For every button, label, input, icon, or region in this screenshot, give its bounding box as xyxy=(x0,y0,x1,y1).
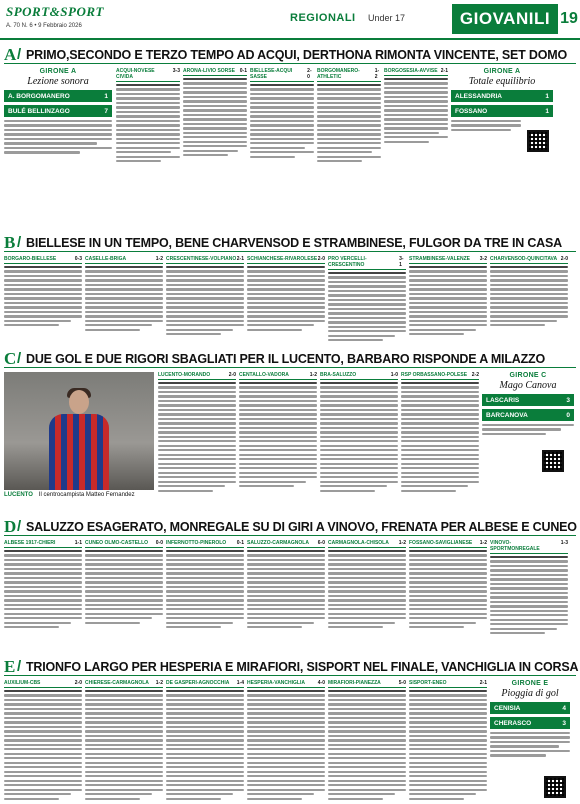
match-header xyxy=(166,540,244,548)
masthead xyxy=(0,0,580,40)
match-column xyxy=(247,540,325,637)
girone-box xyxy=(490,680,570,802)
match-score: 0-1 xyxy=(239,68,247,74)
match-column xyxy=(4,680,82,802)
match-title: LUCENTO-MORANDO xyxy=(158,372,211,378)
section-headline xyxy=(4,657,579,676)
section-label: REGIONALI xyxy=(290,12,356,24)
section-a xyxy=(4,46,576,165)
match-title: STRAMBINESE-VALENZE xyxy=(409,256,471,262)
headline-text: PRIMO,SECONDO E TERZO TEMPO AD ACQUI, DERTHONA RIMONTA VINCENTE, SET DOMO xyxy=(26,48,567,62)
team-score: 7 xyxy=(104,107,108,115)
match-header xyxy=(85,256,163,264)
match-score: 1-2 xyxy=(479,540,487,546)
match-column xyxy=(116,68,180,165)
team-score: 1 xyxy=(545,92,549,100)
team-score: 1 xyxy=(545,107,549,115)
team-score: 1 xyxy=(104,92,108,100)
slash-glyph: / xyxy=(17,350,22,367)
match-title: ALBESE 1917-CHIERI xyxy=(4,540,56,546)
match-column xyxy=(166,540,244,637)
match-title: BORGOMANERO-ATHLETIC xyxy=(317,68,360,80)
match-score: 3-3 xyxy=(172,68,180,74)
match-column xyxy=(328,256,406,344)
match-title: INFERNOTTO-PINEROLO xyxy=(166,540,227,546)
headline-text: SALUZZO ESAGERATO, MONREGALE SU DI GIRI A VINOVO, FRENATA PER ALBESE E CUNEO xyxy=(26,520,577,534)
match-column xyxy=(320,372,398,498)
match-header xyxy=(328,680,406,688)
team-score: 4 xyxy=(562,704,566,712)
match-header xyxy=(328,256,406,270)
match-header xyxy=(239,372,317,380)
newspaper-logo: SPORT&SPORT xyxy=(6,4,104,19)
match-header xyxy=(401,372,479,380)
match-title: HESPERIA-VANCHIGLIA xyxy=(247,680,305,686)
match-column xyxy=(85,256,163,344)
match-title: CHARVENSOD-QUINCITAVA xyxy=(490,256,558,262)
section-letter: C xyxy=(4,349,17,368)
caption-text: Il centrocampista Matteo Fernandez xyxy=(38,492,135,498)
girone-label: GIRONE A xyxy=(39,68,77,75)
match-title: SALUZZO-CARMAGNOLA xyxy=(247,540,309,546)
match-header xyxy=(158,372,236,380)
team-row xyxy=(482,394,574,406)
player-photo xyxy=(4,372,154,490)
match-score: 2-0 xyxy=(560,256,568,262)
match-title: AUXILIUM-CBS xyxy=(4,680,41,686)
match-header xyxy=(85,680,163,688)
match-header xyxy=(409,540,487,548)
photo-caption xyxy=(4,492,154,498)
match-score: 2-1 xyxy=(236,256,244,262)
match-header xyxy=(4,680,82,688)
match-title: CARMAGNOLA-CHISOLA xyxy=(328,540,389,546)
match-score: 1-1 xyxy=(74,540,82,546)
slash-glyph: / xyxy=(17,518,22,535)
match-header xyxy=(183,68,247,76)
team-row xyxy=(490,717,570,729)
team-score: 0 xyxy=(566,411,570,419)
match-header xyxy=(166,256,244,264)
girone-box xyxy=(451,68,553,165)
section-headline xyxy=(4,46,576,64)
match-score: 0-1 xyxy=(236,540,244,546)
qr-code-icon[interactable] xyxy=(542,450,564,472)
match-score: 1-2 xyxy=(309,372,317,378)
match-title: SCHIANCHESE-RIVAROLESE xyxy=(247,256,318,262)
team-name: ALESSANDRIA xyxy=(455,92,502,100)
match-header xyxy=(247,540,325,548)
slash-glyph: / xyxy=(17,234,22,251)
match-score: 3-1 xyxy=(399,256,404,268)
match-score: 1-2 xyxy=(155,256,163,262)
slash-glyph: / xyxy=(17,46,22,63)
match-score: 4-0 xyxy=(317,680,325,686)
match-title: CRESCENTINESE-VOLPIANO xyxy=(166,256,237,262)
match-title: PRO VERCELLI-CRESCENTINO xyxy=(328,256,367,268)
match-column xyxy=(4,256,82,344)
match-score: 6-0 xyxy=(317,540,325,546)
match-column xyxy=(247,680,325,802)
match-header xyxy=(4,256,82,264)
match-score: 1-2 xyxy=(155,680,163,686)
section-letter: B xyxy=(4,233,16,252)
brand-tab: GIOVANILI xyxy=(452,4,558,34)
match-column xyxy=(328,680,406,802)
match-title: BIELLESE-ACQUI SASSE xyxy=(250,68,293,80)
match-column xyxy=(166,256,244,344)
team-name: BARCANOVA xyxy=(486,411,528,419)
match-column xyxy=(328,540,406,637)
match-score: 3-2 xyxy=(479,256,487,262)
page-number: 19 xyxy=(560,4,578,34)
match-score: 2-1 xyxy=(440,68,448,74)
box-title: Mago Canova xyxy=(499,380,557,391)
match-score: 2-0 xyxy=(307,68,312,80)
match-title: CASELLE-BRIGA xyxy=(85,256,127,262)
girone-label: GIRONE C xyxy=(509,372,547,379)
match-score: 1-4 xyxy=(236,680,244,686)
match-title: RSP ORBASSANO-POLESE xyxy=(401,372,468,378)
match-score: 2-0 xyxy=(317,256,325,262)
section-letter: A xyxy=(4,45,17,64)
match-column xyxy=(239,372,317,498)
match-title: CHIERESE-CARMAGNOLA xyxy=(85,680,149,686)
match-column xyxy=(409,256,487,344)
section-b xyxy=(4,234,576,344)
team-name: LASCARIS xyxy=(486,396,520,404)
match-title: FOSSANO-SAVIGLIANESE xyxy=(409,540,473,546)
box-title: Totale equilibrio xyxy=(468,76,536,87)
issue-info: A. 70 N. 6 • 9 Febbraio 2026 xyxy=(6,23,82,29)
team-row xyxy=(4,90,112,102)
team-name: FOSSANO xyxy=(455,107,488,115)
team-row xyxy=(451,90,553,102)
match-score: 5-0 xyxy=(398,680,406,686)
girone-box xyxy=(482,372,574,498)
qr-code-icon[interactable] xyxy=(527,130,549,152)
match-column xyxy=(250,68,314,165)
match-title: BORGARO-BIELLESE xyxy=(4,256,57,262)
match-column xyxy=(158,372,236,498)
team-name: CHERASCO xyxy=(494,719,532,727)
match-score: 1-2 xyxy=(398,540,406,546)
match-header xyxy=(116,68,180,82)
match-title: DE GASPERI-AGNOCCHIA xyxy=(166,680,230,686)
match-title: MIRAFIORI-PIANEZZA xyxy=(328,680,381,686)
match-column xyxy=(409,540,487,637)
match-title: BORGOSESIA-AVVISE xyxy=(384,68,438,74)
match-title: SISPORT-ENEO xyxy=(409,680,447,686)
match-title: BRA-SALUZZO xyxy=(320,372,357,378)
match-score: 0-3 xyxy=(74,256,82,262)
match-title: CUNEO OLMO-CASTELLO xyxy=(85,540,149,546)
team-score: 3 xyxy=(562,719,566,727)
match-column xyxy=(490,540,568,637)
match-column xyxy=(85,540,163,637)
box-title: Pioggia di gol xyxy=(501,688,559,699)
match-header xyxy=(490,540,568,554)
match-score: 2-1 xyxy=(479,680,487,686)
match-column xyxy=(401,372,479,498)
match-title: ACQUI-NOVESE CIVIDA xyxy=(116,68,155,80)
match-column xyxy=(166,680,244,802)
match-header xyxy=(247,680,325,688)
team-score: 3 xyxy=(566,396,570,404)
match-column xyxy=(490,256,568,344)
team-row xyxy=(490,702,570,714)
girone-label: GIRONE E xyxy=(511,680,549,687)
team-row xyxy=(4,105,112,117)
category-label: Under 17 xyxy=(368,13,406,23)
team-row xyxy=(451,105,553,117)
section-letter: E xyxy=(4,657,16,676)
match-header xyxy=(384,68,448,76)
match-header xyxy=(4,540,82,548)
match-header xyxy=(250,68,314,82)
girone-box xyxy=(4,68,112,165)
box-title: Lezione sonora xyxy=(27,76,89,87)
match-column xyxy=(85,680,163,802)
section-c xyxy=(4,350,576,498)
match-title: ARONA-LIVIO SORSE xyxy=(183,68,235,74)
match-score: 1-2 xyxy=(374,68,380,80)
headline-text: DUE GOL E DUE RIGORI SBAGLIATI PER IL LUCENTO, BARBARO RISPONDE A MILAZZO xyxy=(26,352,545,366)
team-name: CENISIA xyxy=(494,704,521,712)
match-header xyxy=(247,256,325,264)
match-column xyxy=(409,680,487,802)
match-score: 2-0 xyxy=(74,680,82,686)
match-column xyxy=(384,68,448,165)
section-letter: D xyxy=(4,517,17,536)
section-headline xyxy=(4,234,576,252)
match-score: 2-2 xyxy=(471,372,479,378)
headline-text: TRIONFO LARGO PER HESPERIA E MIRAFIORI, SISPORT NEL FINALE, VANCHIGLIA IN CORSA xyxy=(26,660,579,674)
team-row xyxy=(482,409,574,421)
match-header xyxy=(409,680,487,688)
qr-code-icon[interactable] xyxy=(544,776,566,798)
headline-text: BIELLESE IN UN TEMPO, BENE CHARVENSOD E STRAMBINESE, FULGOR DA TRE IN CASA xyxy=(26,236,562,250)
article-body xyxy=(4,120,112,154)
match-title: VINOVO-SPORTMONREGALE xyxy=(490,540,540,552)
match-header xyxy=(166,680,244,688)
match-score: 1-3 xyxy=(560,540,568,546)
slash-glyph: / xyxy=(17,658,22,675)
girone-label: GIRONE A xyxy=(483,68,521,75)
match-title: CENTALLO-VADORA xyxy=(239,372,289,378)
team-name: BULÉ BELLINZAGO xyxy=(8,107,70,115)
section-headline xyxy=(4,350,576,368)
section-headline xyxy=(4,518,576,536)
match-header xyxy=(317,68,381,82)
match-header xyxy=(328,540,406,548)
match-header xyxy=(490,256,568,264)
section-e xyxy=(4,657,579,802)
match-score: 1-0 xyxy=(390,372,398,378)
match-header xyxy=(409,256,487,264)
match-column xyxy=(4,540,82,637)
team-name: A. BORGOMANERO xyxy=(8,92,70,100)
match-header xyxy=(85,540,163,548)
match-score: 0-0 xyxy=(155,540,163,546)
match-column xyxy=(317,68,381,165)
match-column xyxy=(247,256,325,344)
section-d xyxy=(4,518,576,637)
match-score: 2-0 xyxy=(228,372,236,378)
caption-team: LUCENTO xyxy=(4,492,33,498)
match-header xyxy=(320,372,398,380)
photo-block xyxy=(4,372,154,498)
match-column xyxy=(183,68,247,165)
